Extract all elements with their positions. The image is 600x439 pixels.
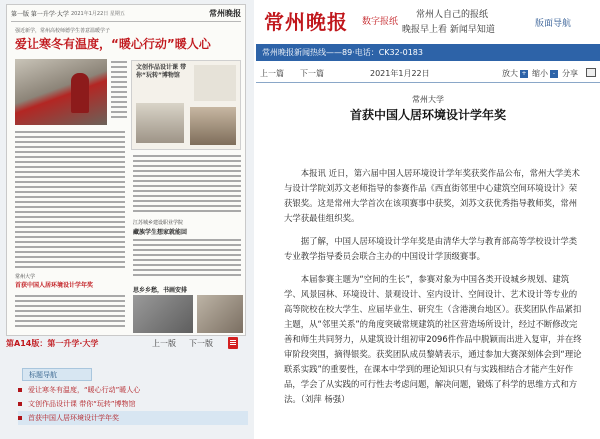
photo-figure: [71, 73, 89, 113]
print-icon[interactable]: [586, 68, 596, 77]
prev-page-link[interactable]: 上一版: [152, 339, 176, 348]
hotline-bar: [256, 44, 600, 61]
ad-image: [136, 103, 184, 143]
brand-logo[interactable]: 常州晚报: [264, 10, 348, 34]
next-page-link[interactable]: 下一版: [189, 339, 213, 348]
article-kicker: 常州大学: [412, 95, 444, 104]
paper-ad-box[interactable]: [131, 60, 241, 150]
slogan-line: 常州人自己的报纸: [416, 10, 489, 20]
layout-nav-link[interactable]: 版面导航: [535, 19, 572, 29]
text-column: [111, 61, 127, 121]
font-enlarge-label: 放大: [502, 69, 518, 78]
directory-item-label: 爱让寒冬有温度，“暖心行动”暖人心: [28, 386, 141, 394]
directory-item[interactable]: [18, 397, 248, 411]
bullet-icon: [18, 388, 22, 392]
article-date: 2021年1月22日: [370, 69, 430, 78]
newspaper-page-image[interactable]: [6, 4, 246, 336]
font-shrink-button[interactable]: [532, 68, 558, 79]
prev-article-link[interactable]: 上一篇: [260, 69, 284, 78]
paper-header: [11, 8, 241, 22]
bullet-icon: [18, 402, 22, 406]
paper-photo: [133, 295, 193, 333]
paper-date: 2021年1月22日 星期五: [71, 11, 125, 17]
paper-kicker: 强近新学，常州高校师德学生善意温暖学子: [15, 28, 111, 34]
paper-photo: [197, 295, 243, 333]
page-label: 第A14版：第一升学·大学: [6, 339, 99, 348]
paper-sub-title[interactable]: 首获中国人居环境设计学年奖: [15, 282, 94, 289]
page-nav: [6, 338, 246, 351]
text-column: [15, 131, 125, 271]
paper-sub-kicker: 江苏城乡建设职业学院: [133, 220, 184, 226]
paper-headline[interactable]: 爱让寒冬有温度，“暖心行动”暖人心: [15, 37, 211, 51]
left-column: [0, 0, 254, 439]
paper-sub-title[interactable]: 思乡乡愁，书画安排: [133, 287, 188, 294]
directory-item-label: 文创作品设计课 带你“玩转”博物馆: [28, 400, 136, 408]
brand-subtitle: 数字报纸: [362, 17, 399, 27]
article: [256, 84, 600, 439]
article-title: 首获中国人居环境设计学年奖: [349, 108, 506, 122]
text-column: [133, 239, 241, 279]
plus-icon: +: [521, 69, 527, 77]
paper-ad-title: 文创作品设计课 带你“玩转”博物馆: [136, 64, 187, 79]
ad-image: [190, 107, 236, 145]
article-paragraph: 本届参赛主题为“空间的生长”，参赛对象为中国各类开设城乡规划、建筑学、风景园林、环境设计、景观设计、室内设计、空间设计、艺术设计等专业的高等院校在校大学生、应届毕业生、研究生（含港澳台地区）。获奖团队作品紧扣主题，从“邻里关系”的角度突破常规建筑的社区营造场所设计，经过不断修改完善和师生共同努力，从建筑设计组初审2096件作品中脱颖而出进入复审，并在终审阶段突围，摘得银奖。获奖团队成员黎婧表示，通过参加大赛深刻体会到“理论联系实践”的重要性，在课本中学到的理论知识只有与实践相结合才能产生好作品，学会了从实践的可行性去考虑问题，解决问题，锻炼了科学的思维方式和方法。（刘萍 杨强）: [284, 274, 582, 404]
article-paragraph: 据了解，中国人居环境设计学年奖是由清华大学与教育部高等学校设计学类专业教学指导委员会联合主办的中国设计学顶级赛事。: [284, 236, 578, 261]
directory-item[interactable]: [18, 411, 248, 425]
share-link[interactable]: 分享: [562, 69, 578, 78]
pdf-icon[interactable]: [228, 337, 238, 349]
article-body: [284, 166, 584, 415]
hotline-text: 常州晚报新闻热线——89·电话：CK32-0183: [262, 48, 423, 57]
directory-item[interactable]: [18, 383, 248, 397]
paper-page-tag: 第一版 第一升学·大学: [11, 11, 69, 18]
font-shrink-label: 缩小: [532, 69, 548, 78]
text-column: [133, 155, 241, 215]
paper-sub-kicker: 常州大学: [15, 274, 36, 280]
next-article-link[interactable]: 下一篇: [300, 69, 324, 78]
article-nav: [256, 66, 600, 81]
text-column: [15, 295, 125, 330]
ad-image: [194, 65, 236, 101]
title-directory: [18, 383, 248, 425]
minus-icon: -: [550, 70, 558, 78]
paper-sub-title[interactable]: 藏族学生想家就能回: [133, 229, 188, 236]
directory-item-label: 首获中国人居环境设计学年奖: [28, 414, 119, 422]
slogan-line: 晚报早上看 新闻早知道: [402, 25, 495, 35]
paper-photo: [15, 59, 107, 125]
bullet-icon: [18, 416, 22, 420]
article-paragraph: 本报讯 近日，第六届中国人居环境设计学年奖获奖作品公布，常州大学美术与设计学院刘苏文老师指导的参赛作品《西直街邻里中心建筑空间环境设计》荣获银奖。这是常州大学首次在该项赛事中获奖，刘苏文获优秀指导教师奖，常州大学获最佳组织奖。: [284, 168, 580, 223]
title-directory-tab: 标题导航: [22, 368, 92, 381]
divider: [256, 82, 600, 83]
font-enlarge-button[interactable]: [502, 68, 528, 79]
paper-logo: 常州晚报: [209, 8, 241, 18]
